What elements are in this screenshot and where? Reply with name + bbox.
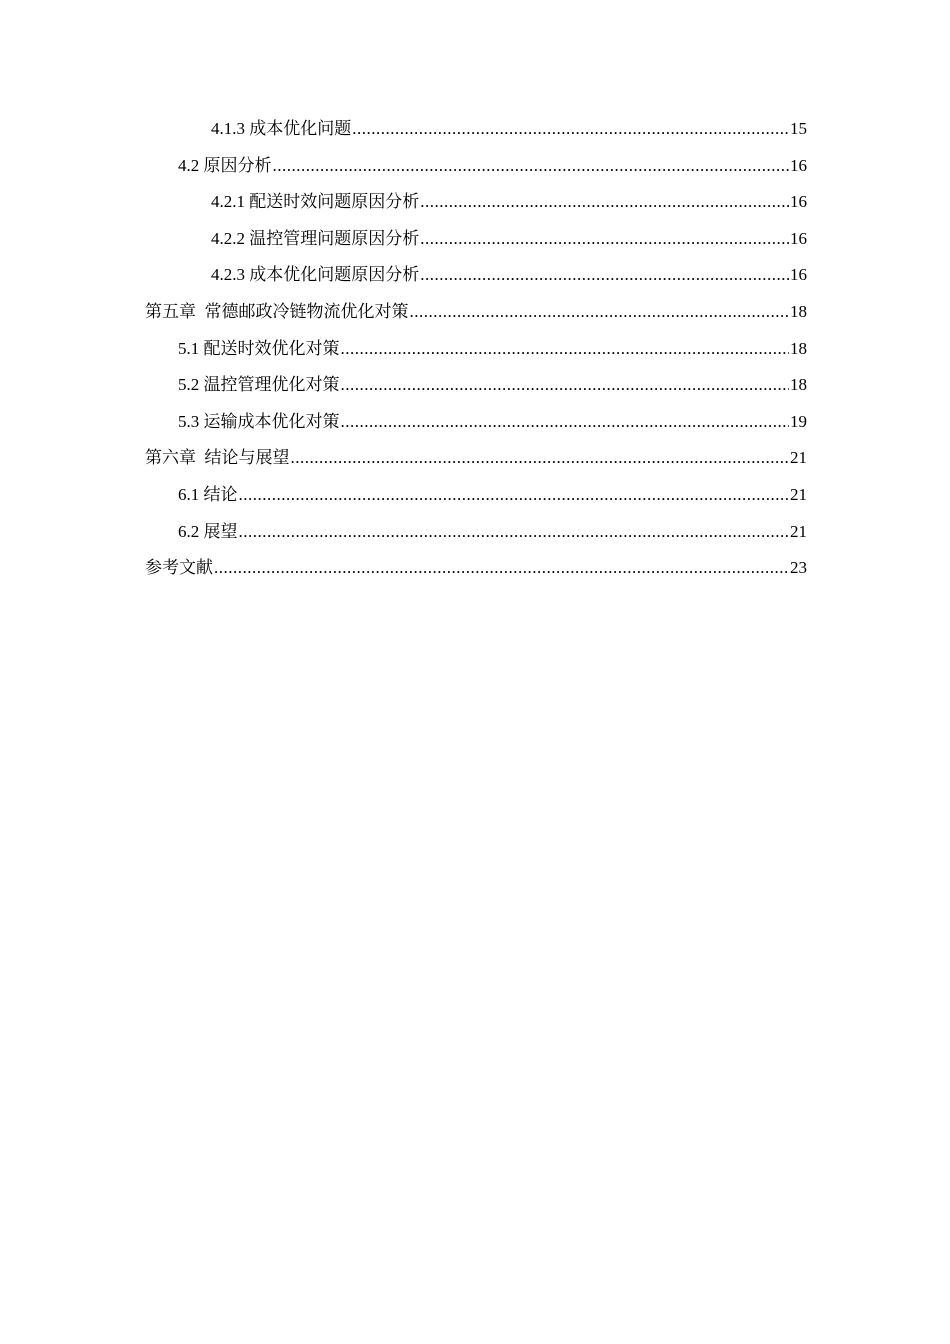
toc-entry-6-2[interactable] [145, 514, 807, 551]
toc-entry-title: 5.1 配送时效优化对策 [178, 338, 340, 358]
toc-entry-chapter-6[interactable] [145, 440, 807, 477]
toc-entry-title: 第五章 常德邮政冷链物流优化对策 [145, 301, 409, 321]
toc-dot-leader [410, 294, 790, 331]
toc-dot-leader [273, 148, 790, 185]
toc-entry-4-2-3[interactable] [145, 257, 807, 294]
toc-page-number: 21 [790, 448, 807, 468]
toc-dot-leader [420, 221, 789, 258]
toc-page-number: 19 [790, 411, 807, 431]
toc-entry-references[interactable] [145, 550, 807, 587]
toc-dot-leader [341, 404, 790, 441]
toc-entry-title: 6.2 展望 [178, 521, 238, 541]
toc-page-number: 21 [790, 484, 807, 504]
toc-entry-5-2[interactable] [145, 367, 807, 404]
toc-entry-chapter-5[interactable] [145, 294, 807, 331]
toc-entry-4-1-3[interactable] [145, 111, 807, 148]
toc-entry-5-1[interactable] [145, 331, 807, 368]
table-of-contents [145, 111, 807, 587]
toc-entry-title: 4.2 原因分析 [178, 155, 272, 175]
toc-entry-title: 4.2.2 温控管理问题原因分析 [211, 228, 420, 248]
toc-page-number: 16 [790, 192, 807, 212]
toc-dot-leader [352, 111, 789, 148]
toc-entry-title: 5.2 温控管理优化对策 [178, 375, 340, 395]
toc-entry-title: 6.1 结论 [178, 484, 238, 504]
toc-dot-leader [341, 367, 790, 404]
toc-page-number: 21 [790, 521, 807, 541]
toc-entry-5-3[interactable] [145, 404, 807, 441]
toc-dot-leader [214, 550, 789, 587]
toc-page-number: 18 [790, 375, 807, 395]
toc-entry-title: 5.3 运输成本优化对策 [178, 411, 340, 431]
toc-entry-title: 参考文献 [145, 558, 213, 578]
toc-dot-leader [291, 440, 790, 477]
toc-dot-leader [341, 331, 790, 368]
toc-entry-title: 4.2.3 成本优化问题原因分析 [211, 265, 420, 285]
toc-entry-title: 4.2.1 配送时效问题原因分析 [211, 192, 420, 212]
toc-page-number: 18 [790, 338, 807, 358]
toc-dot-leader [420, 257, 789, 294]
toc-page-number: 18 [790, 301, 807, 321]
toc-dot-leader [239, 477, 790, 514]
toc-entry-4-2-2[interactable] [145, 221, 807, 258]
toc-dot-leader [420, 184, 789, 221]
toc-page-number: 23 [790, 558, 807, 578]
toc-dot-leader [239, 514, 790, 551]
toc-entry-title: 第六章 结论与展望 [145, 448, 290, 468]
toc-entry-4-2[interactable] [145, 148, 807, 185]
toc-page-number: 16 [790, 155, 807, 175]
toc-page-number: 15 [790, 119, 807, 138]
toc-entry-6-1[interactable] [145, 477, 807, 514]
toc-page-number: 16 [790, 265, 807, 285]
toc-entry-title: 4.1.3 成本优化问题 [211, 119, 352, 138]
toc-entry-4-2-1[interactable] [145, 184, 807, 221]
toc-page-number: 16 [790, 228, 807, 248]
